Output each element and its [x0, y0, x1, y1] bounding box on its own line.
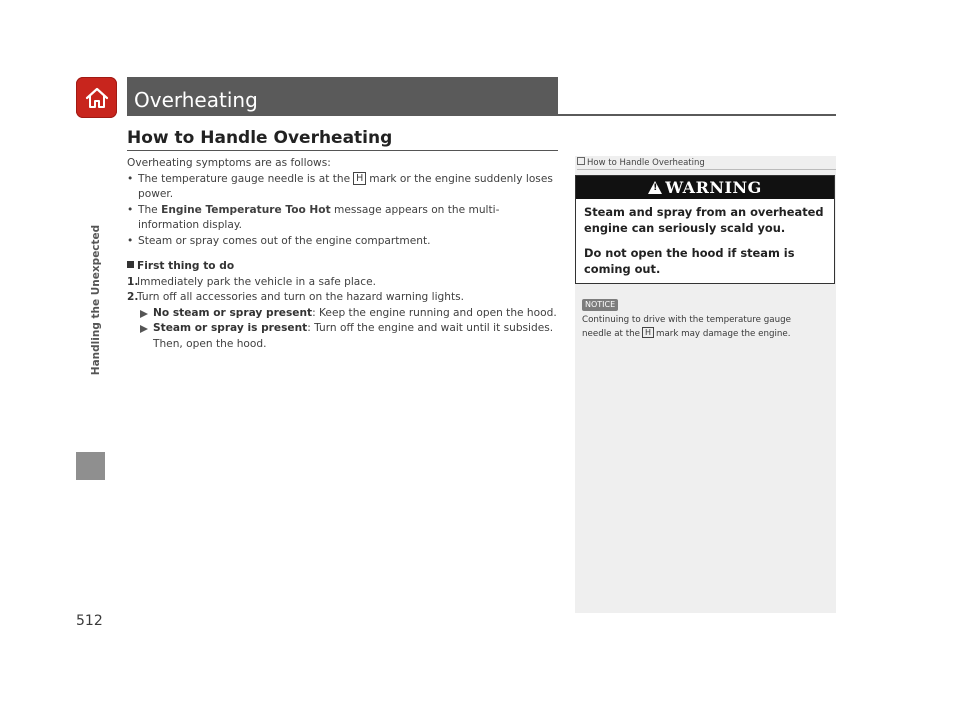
- notice-text: Continuing to drive with the temperature gauge needle at the H mark may damage the engine.: [582, 315, 791, 339]
- warning-text: Steam and spray from an overheated engine can seriously scald you. Do not open the hood if steam is coming out.: [584, 205, 824, 276]
- warning-triangle-icon: !: [648, 181, 662, 194]
- h-mark-icon: H: [353, 172, 366, 185]
- chapter-tab[interactable]: [76, 452, 105, 480]
- arrow-right-icon: [140, 310, 148, 318]
- title-rule: [127, 114, 836, 116]
- main-content: [127, 156, 557, 352]
- bullet-item: • Steam or spray comes out of the engine compartment.: [127, 234, 431, 247]
- home-button[interactable]: [76, 77, 117, 118]
- warning-header: ! WARNING: [576, 176, 834, 199]
- home-icon: [84, 86, 110, 110]
- side-chapter-label: Handling the Unexpected: [90, 224, 102, 376]
- substep-item: No steam or spray present: Keep the engine running and open the hood.: [127, 306, 557, 322]
- page-title: Overheating: [134, 88, 258, 112]
- title-bar: [127, 77, 558, 115]
- bullet-item: • The temperature gauge needle is at the H mark or the engine suddenly loses power.: [127, 172, 553, 200]
- sidebar-heading: How to Handle Overheating: [577, 157, 836, 170]
- substep-item: Steam or spray is present: Turn off the engine and wait until it subsides. Then, open the hood.: [127, 321, 557, 352]
- step-item: 1. Immediately park the vehicle in a safe place.: [127, 275, 376, 288]
- h-mark-icon: H: [642, 327, 654, 338]
- bullet-item: • The Engine Temperature Too Hot message appears on the multi-information display.: [127, 203, 500, 231]
- reference-icon: [577, 157, 585, 165]
- warning-box: [575, 175, 835, 284]
- page-number: 512: [76, 613, 103, 629]
- section-rule: [127, 150, 558, 151]
- arrow-right-icon: [140, 325, 148, 333]
- intro-text: Overheating symptoms are as follows:: [127, 157, 331, 169]
- section-title: How to Handle Overheating: [127, 128, 393, 148]
- notice-badge: NOTICE: [582, 299, 618, 311]
- square-bullet-icon: [127, 261, 134, 268]
- subheading: First thing to do: [127, 259, 557, 275]
- step-item: 2. Turn off all accessories and turn on the hazard warning lights.: [127, 291, 465, 303]
